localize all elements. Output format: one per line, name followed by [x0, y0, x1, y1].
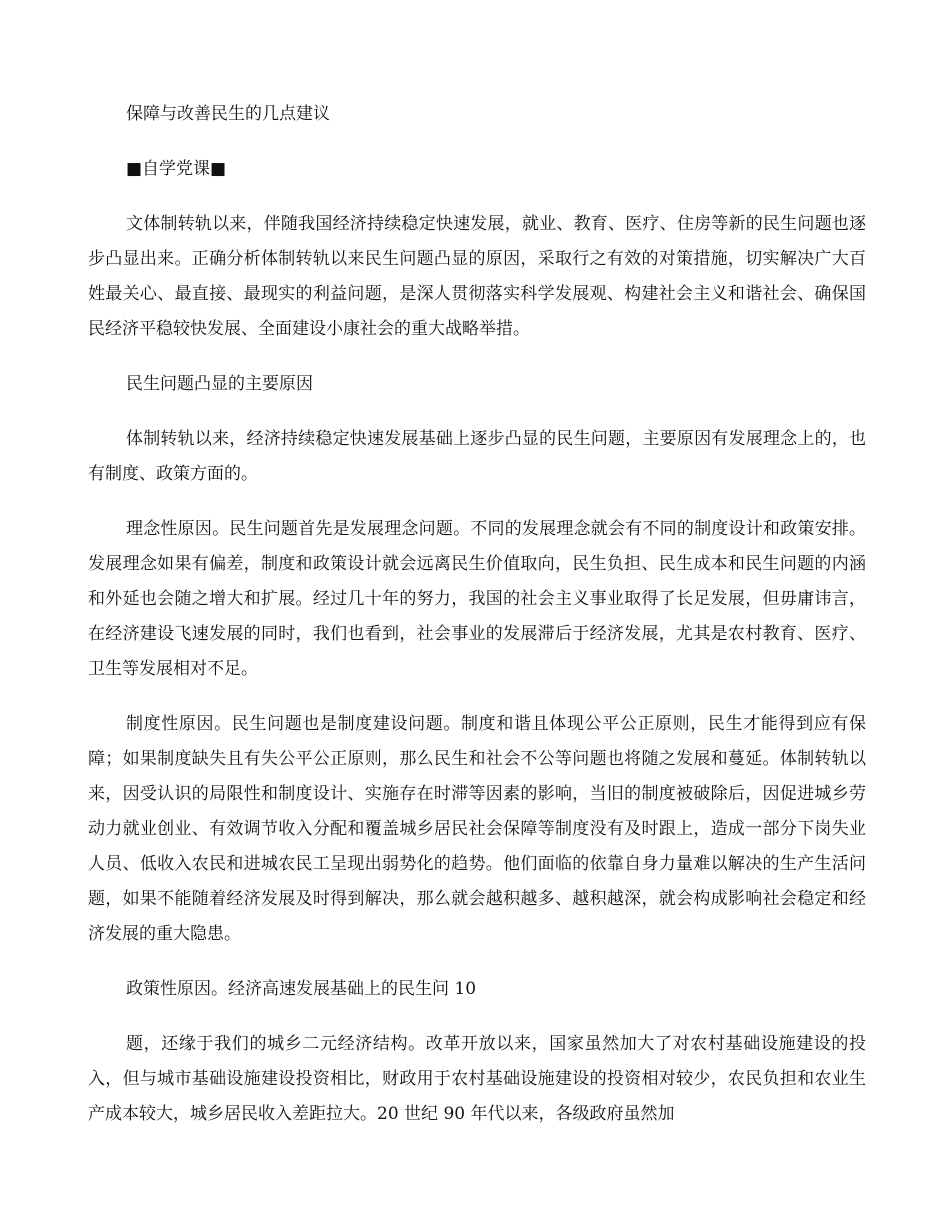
section-heading: 民生问题凸显的主要原因: [126, 374, 313, 394]
body-paragraph: 理念性原因。民生问题首先是发展理念问题。不同的发展理念就会有不同的制度设计和政策安排。发展理念如果有偏差，制度和政策设计就会远离民生价值取向，民生负担、民生成本和民生问题的内涵和外延也会随之增大和扩展。经过几十年的努力，我国的社会主义事业取得了长足发展，但毋庸讳言，在经济建设飞速发展的同时，我们也看到，社会事业的发展滞后于经济发展，尤其是农村教育、医疗、卫生等发展相对不足。: [88, 519, 866, 679]
column-label: ■自学党课■: [126, 159, 227, 179]
document-title: 保障与改善民生的几点建议: [126, 104, 330, 124]
body-paragraph: 体制转轨以来，经济持续稳定快速发展基础上逐步凸显的民生问题，主要原因有发展理念上的，也有制度、政策方面的。: [88, 429, 866, 484]
body-paragraph: 制度性原因。民生问题也是制度建设问题。制度和谐且体现公平公正原则，民生才能得到应有保障；如果制度缺失且有失公平公正原则，那么民生和社会不公等问题也将随之发展和蔓延。体制转轨以来，因受认识的局限性和制度设计、实施存在时滞等因素的影响，当旧的制度被破除后，因促进城乡劳动力就业创业、有效调节收入分配和覆盖城乡居民社会保障等制度没有及时跟上，造成一部分下岗失业人员、低收入农民和进城农民工呈现出弱势化的趋势。他们面临的依靠自身力量难以解决的生产生活问题，如果不能随着经济发展及时得到解决，那么就会越积越多、越积越深，就会构成影响社会稳定和经济发展的重大隐患。: [88, 714, 866, 944]
body-paragraph: 题，还缘于我们的城乡二元经济结构。改革开放以来，国家虽然加大了对农村基础设施建设的投入，但与城市基础设施建设投资相比，财政用于农村基础设施建设的投资相对较少，农民负担和农业生产成本较大，城乡居民收入差距拉大。20 世纪 90 年代以来，各级政府虽然加: [88, 1034, 866, 1124]
document-body: [88, 97, 866, 1132]
body-paragraph: 文体制转轨以来，伴随我国经济持续稳定快速发展，就业、教育、医疗、住房等新的民生问题也逐步凸显出来。正确分析体制转轨以来民生问题凸显的原因，采取行之有效的对策措施，切实解决广大百姓最关心、最直接、最现实的利益问题，是深人贯彻落实科学发展观、构建社会主义和谐社会、确保国民经济平稳较快发展、全面建设小康社会的重大战略举措。: [88, 214, 866, 339]
body-paragraph: 政策性原因。经济高速发展基础上的民生问 10: [126, 979, 477, 999]
